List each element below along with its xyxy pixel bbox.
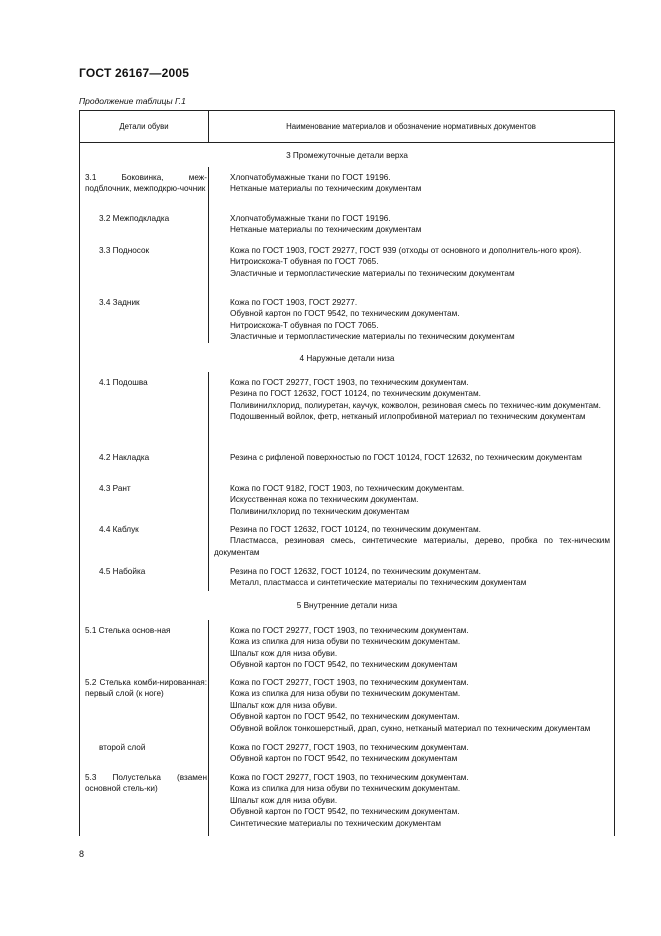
material-line: Пластмасса, резиновая смесь, синтетические материалы, дерево, пробка по тех-ническим документам	[214, 536, 610, 557]
page-number: 8	[79, 849, 85, 859]
column-header-materials: Наименование материалов и обозначение нормативных документов	[286, 122, 536, 131]
material-line: Обувной картон по ГОСТ 9542, по техническим документам.	[230, 712, 460, 722]
material-line: Резина с рифленой поверхностью по ГОСТ 10124, ГОСТ 12632, по техническим документам	[230, 453, 582, 462]
row-label: 4.5 Набойка	[99, 567, 146, 576]
row-materials	[214, 483, 610, 517]
row-materials	[214, 524, 610, 558]
row-label: 5.1 Стелька основ-ная	[85, 626, 171, 635]
row-label: 5.2 Стелька комби-нированная: первый слой (к ноге)	[85, 678, 207, 699]
material-line: Кожа по ГОСТ 1903, ГОСТ 29277, ГОСТ 939 (отходы от основного и дополнитель-ного кроя).	[230, 246, 582, 255]
table-caption: Продолжение таблицы Г.1	[79, 96, 186, 106]
material-line: Обувной картон по ГОСТ 9542, по техническим документам	[230, 754, 458, 764]
material-line: Хлопчатобумажные ткани по ГОСТ 19196.	[230, 173, 391, 182]
material-line: Кожа по ГОСТ 29277, ГОСТ 1903, по техническим документам.	[230, 678, 469, 687]
material-line: Кожа по ГОСТ 29277, ГОСТ 1903, по техническим документам.	[230, 773, 469, 782]
material-line: Нетканые материалы по техническим документам	[230, 225, 422, 235]
material-line: Хлопчатобумажные ткани по ГОСТ 19196.	[230, 214, 391, 223]
material-line: Поливинилхлорид по техническим документам	[230, 506, 410, 516]
material-line: Кожа из спилка для низа обуви по техническим документам.	[230, 689, 461, 699]
row-materials	[214, 566, 610, 589]
material-line: Шпальт кож для низа обуви.	[230, 648, 338, 658]
material-line: Резина по ГОСТ 12632, ГОСТ 10124, по техническим документам.	[230, 389, 481, 399]
row-label: 4.4 Каблук	[99, 525, 139, 534]
material-line: Шпальт кож для низа обуви.	[230, 700, 338, 710]
row-materials	[214, 172, 610, 195]
material-line: Эластичные и термопластические материалы по техническим документам	[230, 332, 515, 342]
row-materials	[214, 772, 610, 829]
header-divider	[79, 142, 615, 143]
row-label: 4.2 Накладка	[99, 453, 150, 462]
row-materials	[214, 377, 610, 423]
row-materials	[214, 677, 610, 734]
row-materials	[214, 452, 610, 463]
material-line: Обувной войлок тонкошерстный, драп, сукно, нетканый материал по техническим документам	[230, 723, 591, 733]
row-materials	[214, 625, 610, 671]
material-line: Нитроискожа-Т обувная по ГОСТ 7065.	[230, 257, 379, 267]
material-line: Обувной картон по ГОСТ 9542, по техническим документам.	[230, 309, 460, 319]
column-separator	[208, 372, 209, 591]
row-label: 4.1 Подошва	[99, 378, 148, 387]
row-materials	[214, 213, 610, 236]
material-line: Кожа по ГОСТ 9182, ГОСТ 1903, по техническим документам.	[230, 484, 465, 493]
material-line: Эластичные и термопластические материалы по техническим документам	[230, 268, 515, 278]
column-separator	[208, 167, 209, 343]
document-title: ГОСТ 26167—2005	[79, 66, 190, 80]
material-line: Нетканые материалы по техническим документам	[230, 184, 422, 194]
column-separator	[208, 620, 209, 836]
material-line: Кожа по ГОСТ 1903, ГОСТ 29277.	[230, 298, 358, 307]
row-label: 5.3 Полустелька (взамен основной стель-ки)	[85, 773, 207, 794]
material-line: Кожа по ГОСТ 29277, ГОСТ 1903, по техническим документам.	[230, 626, 469, 635]
material-line: Кожа по ГОСТ 29277, ГОСТ 1903, по техническим документам.	[230, 743, 469, 752]
material-line: Кожа по ГОСТ 29277, ГОСТ 1903, по техническим документам.	[230, 378, 469, 387]
row-label: 3.4 Задник	[99, 298, 140, 307]
material-line: Подошвенный войлок, фетр, нетканый иглопробивной материал по техническим документам	[230, 412, 586, 422]
section-heading: 3 Промежуточные детали верха	[286, 151, 408, 160]
material-line: Кожа из спилка для низа обуви по техническим документам.	[230, 784, 461, 794]
row-label: 3.1 Боковинка, меж-подблочник, межподкрю-чочник	[85, 173, 207, 194]
material-line: Синтетические материалы по техническим документам	[230, 818, 442, 828]
section-heading: 5 Внутренние детали низа	[296, 601, 398, 610]
material-line: Нитроискожа-Т обувная по ГОСТ 7065.	[230, 320, 379, 330]
row-label: второй слой	[99, 743, 146, 752]
column-header-part: Детали обуви	[119, 122, 169, 131]
material-line: Резина по ГОСТ 12632, ГОСТ 10124, по техническим документам.	[230, 525, 481, 534]
material-line: Резина по ГОСТ 12632, ГОСТ 10124, по техническим документам.	[230, 567, 481, 576]
material-line: Обувной картон по ГОСТ 9542, по техническим документам	[230, 660, 458, 670]
row-label: 3.2 Межподкладка	[99, 214, 170, 223]
material-line: Металл, пластмасса и синтетические материалы по техническим документам	[230, 578, 527, 588]
material-line: Поливинилхлорид, полиуретан, каучук, кожволон, резиновая смесь по техничес-ким документам.	[230, 400, 601, 410]
material-line: Искусственная кожа по техническим документам.	[230, 495, 419, 505]
row-materials	[214, 742, 610, 765]
section-heading: 4 Наружные детали низа	[299, 354, 395, 363]
material-line: Шпальт кож для низа обуви.	[230, 795, 338, 805]
row-label: 4.3 Рант	[99, 484, 131, 493]
row-materials	[214, 245, 610, 279]
material-line: Кожа из спилка для низа обуви по техническим документам.	[230, 637, 461, 647]
row-materials	[214, 297, 610, 343]
row-label: 3.3 Подносок	[99, 246, 150, 255]
material-line: Обувной картон по ГОСТ 9542, по техническим документам.	[230, 807, 460, 817]
